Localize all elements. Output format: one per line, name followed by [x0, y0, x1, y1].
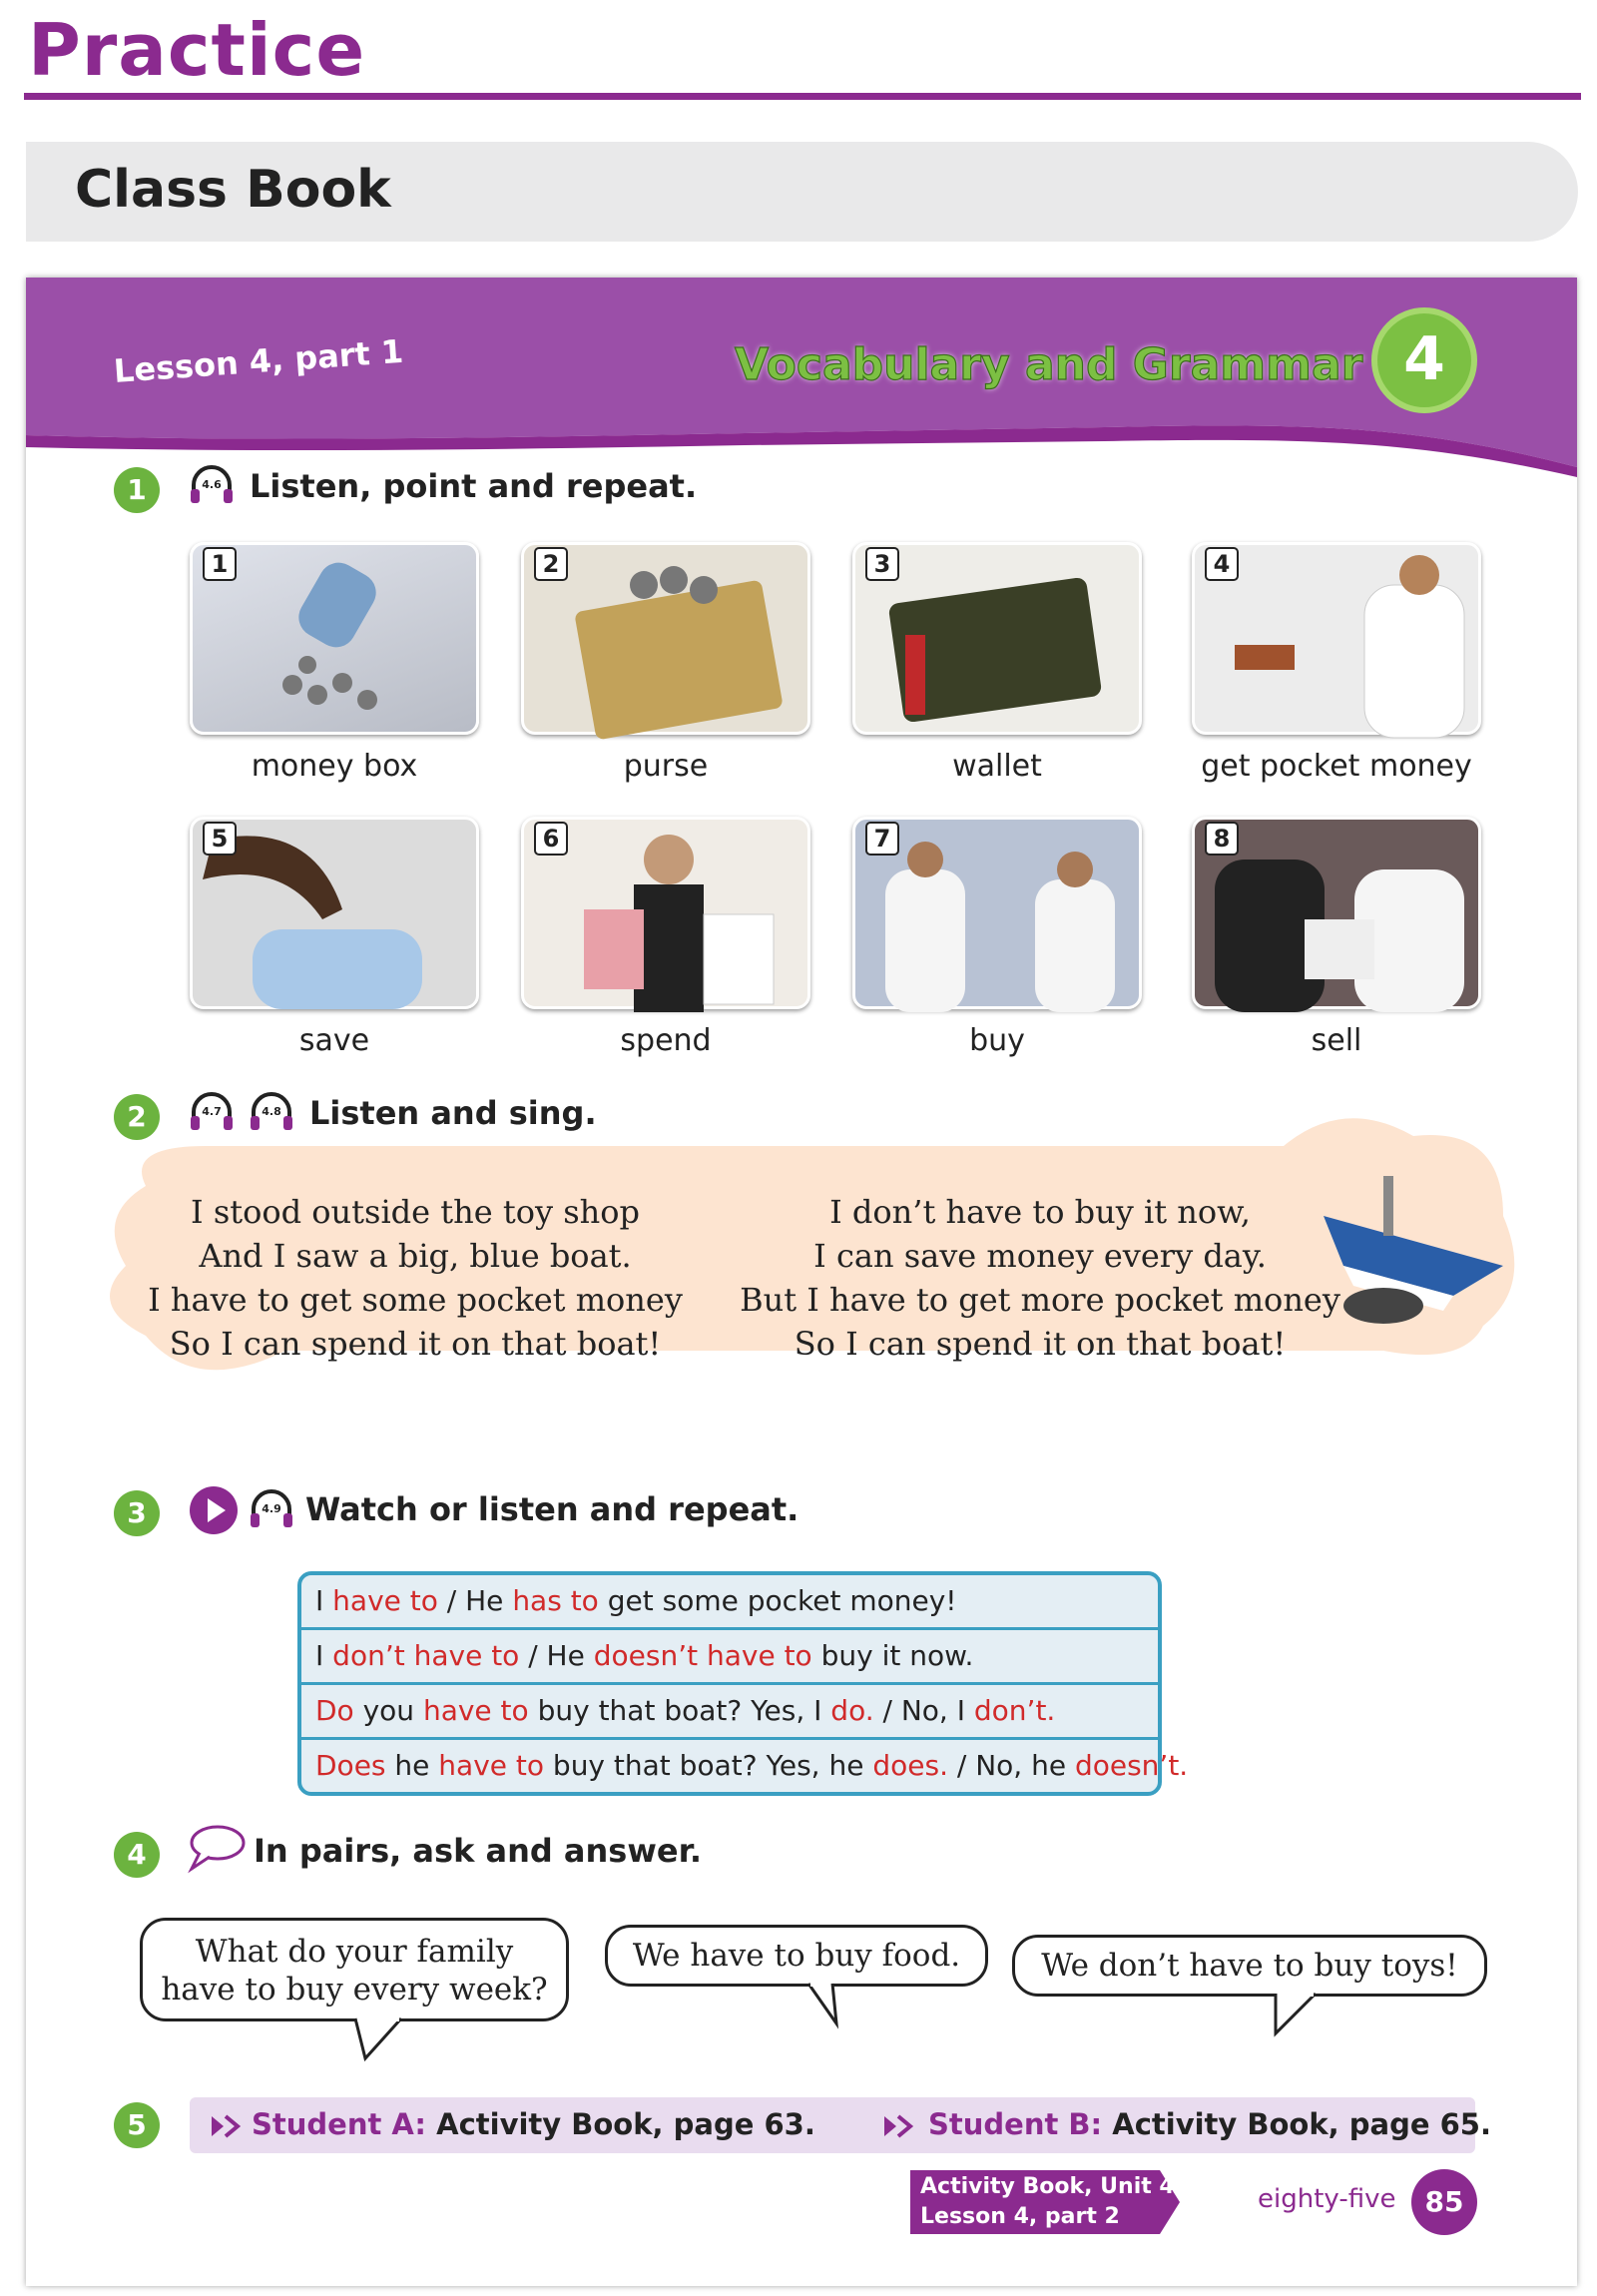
song-line: But I have to get more pocket money [740, 1281, 1340, 1319]
vocab-caption: buy [969, 1023, 1025, 1058]
play-video-icon[interactable] [188, 1484, 240, 1536]
exercise-1-number: 1 [114, 467, 160, 513]
vocab-caption: sell [1311, 1023, 1362, 1058]
speech-bubble-answer: We have to buy food. [605, 1925, 988, 1987]
vocab-number: 2 [534, 547, 568, 581]
svg-text:4.8: 4.8 [262, 1105, 281, 1118]
grammar-row: I have to / He has to get some pocket money! [315, 1584, 957, 1617]
exercise-4-instruction: In pairs, ask and answer. [254, 1832, 702, 1870]
svg-text:4.6: 4.6 [202, 478, 222, 491]
vocab-number: 7 [865, 822, 899, 856]
vocab-number: 4 [1205, 547, 1239, 581]
bubble-text: What do your family [195, 1934, 514, 1970]
speech-bubble-icon [186, 1823, 246, 1873]
exercise-2-instruction: Listen and sing. [309, 1094, 597, 1132]
grammar-row: Do you have to buy that boat? Yes, I do. / No, I don’t. [301, 1682, 1158, 1737]
lesson-title: Vocabulary and Grammar [735, 339, 1363, 390]
vocab-caption: save [298, 1023, 370, 1058]
bubble-text: have to buy every week? [161, 1972, 548, 2008]
student-b-reference[interactable]: Student B: Activity Book, page 65. [928, 2107, 1491, 2141]
svg-text:4.9: 4.9 [262, 1502, 281, 1515]
bubble-tail [1276, 1994, 1335, 2037]
song-line: I stood outside the toy shop [191, 1193, 640, 1231]
song-line: I don’t have to buy it now, [829, 1193, 1251, 1231]
song-line: So I can spend it on that boat! [794, 1325, 1287, 1363]
student-a-reference[interactable]: Student A: Activity Book, page 63. [252, 2107, 815, 2141]
grammar-row: I don’t have to / He doesn’t have to buy it now. [301, 1627, 1158, 1682]
song-line: And I saw a big, blue boat. [199, 1237, 632, 1275]
vocab-number: 3 [865, 547, 899, 581]
activity-book-tag-text[interactable]: Activity Book, Unit 4 Lesson 4, part 2 [920, 2174, 1175, 2229]
exercise-2-number: 2 [114, 1094, 160, 1140]
headphones-icon[interactable] [248, 1485, 295, 1533]
exercise-3-instruction: Watch or listen and repeat. [305, 1490, 799, 1528]
vocab-caption: purse [623, 749, 709, 784]
exercise-1-instruction: Listen, point and repeat. [250, 467, 698, 505]
bubble-tail [355, 2018, 415, 2062]
vocab-number: 1 [203, 547, 237, 581]
page-title: Practice [28, 8, 366, 92]
arrow-right-icon [882, 2112, 918, 2140]
bubble-tail [808, 1984, 868, 2027]
song-line: I can save money every day. [813, 1237, 1267, 1275]
song-line: I have to get some pocket money [148, 1281, 683, 1319]
vocab-caption: money box [251, 749, 418, 784]
book-page [26, 278, 1577, 2286]
vocab-number: 8 [1205, 822, 1239, 856]
grammar-table [297, 1571, 1189, 1796]
song-line: So I can spend it on that boat! [169, 1325, 662, 1363]
grammar-row: Does he have to buy that boat? Yes, he does. / No, he doesn’t. [301, 1737, 1158, 1792]
section-title: Class Book [75, 160, 391, 220]
lesson-label: Lesson 4, part 1 [112, 331, 405, 390]
vocab-number: 5 [203, 822, 237, 856]
page-number-words: eighty-five [1258, 2184, 1396, 2214]
exercise-4-number: 4 [114, 1832, 160, 1878]
unit-badge: 4 [1371, 307, 1477, 413]
page-number: 85 [1411, 2169, 1477, 2235]
speech-bubble-answer: We don’t have to buy toys! [1012, 1935, 1487, 1997]
exercise-3-number: 3 [114, 1490, 160, 1536]
svg-text:4.7: 4.7 [202, 1105, 222, 1118]
exercise-5-number: 5 [114, 2102, 160, 2148]
vocab-caption: spend [620, 1023, 712, 1058]
speech-bubble-question [140, 1918, 569, 2021]
headphones-icon[interactable] [188, 461, 236, 509]
vocab-caption: get pocket money [1201, 749, 1472, 784]
arrow-right-icon [210, 2112, 246, 2140]
title-divider [24, 93, 1581, 100]
vocab-number: 6 [534, 822, 568, 856]
vocab-caption: wallet [952, 749, 1042, 784]
